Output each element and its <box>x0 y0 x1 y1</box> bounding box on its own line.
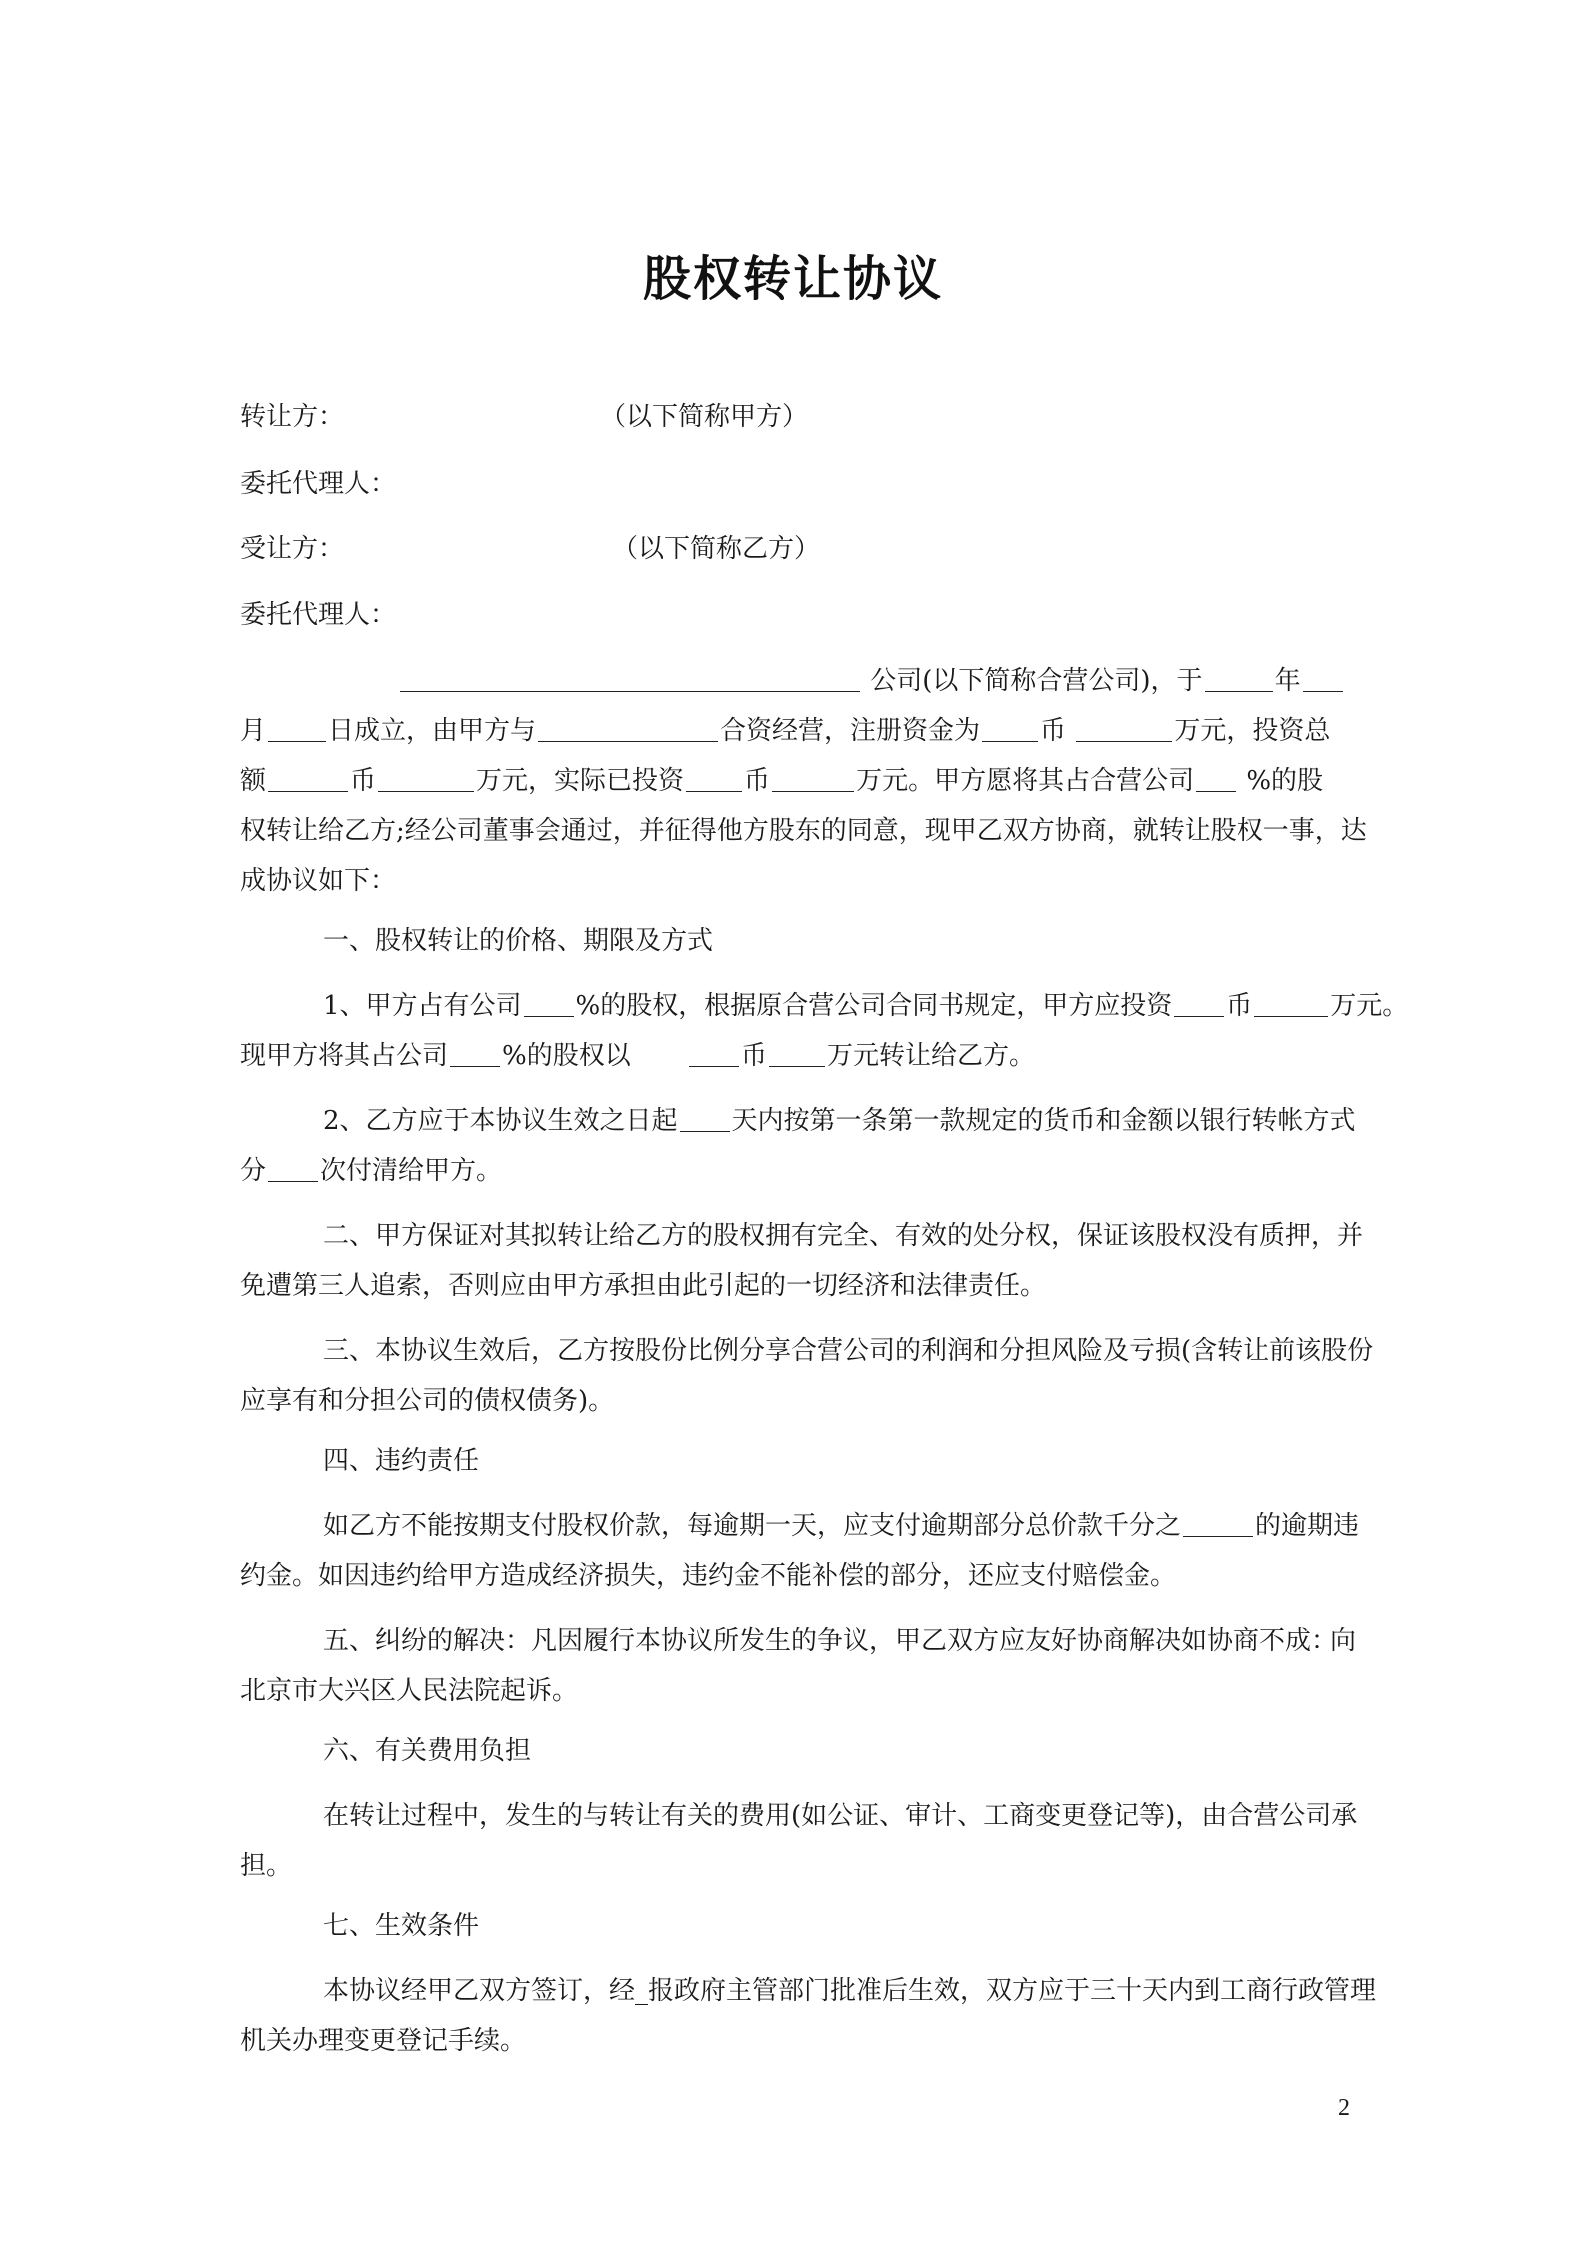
amount-blank <box>769 1040 825 1067</box>
clause-text: 的逾期违 <box>1255 1511 1360 1541</box>
section-3-line-2: 应享有和分担公司的债权债务)。 <box>240 1386 615 1416</box>
clause-text: %的股权，根据原合营公司合同书规定，甲方应投资 <box>575 991 1173 1021</box>
transferee-line <box>240 528 344 565</box>
clause-text: 币 <box>741 1041 768 1071</box>
clause-text: 五、纠纷的解决：凡因履行本协议所发生的争议，甲乙双方应友好协商解决如协商不成： <box>323 1626 1338 1656</box>
clause-text: 次付清给甲方。 <box>320 1156 503 1186</box>
clause-text: 分 <box>240 1156 267 1186</box>
amount-blank <box>1254 990 1328 1017</box>
day-blank <box>268 715 326 742</box>
amount-blank <box>378 765 474 792</box>
clause-text: 万元转让给乙方。 <box>827 1041 1036 1071</box>
intro-line-1 <box>398 660 1345 697</box>
intro-text: 年 <box>1274 666 1301 696</box>
penalty-rate-blank <box>1183 1510 1253 1537</box>
clause-2-line-2 <box>240 1150 502 1187</box>
intro-text: 日成立，由甲方与 <box>328 716 537 746</box>
section-1-heading: 一、股权转让的价格、期限及方式 <box>323 926 714 956</box>
section-7-line-1: 本协议经甲乙双方签订，经_报政府主管部门批准后生效，双方应于三十天内到工商行政管理 <box>323 1976 1377 2006</box>
transferor-alias: （以下简称甲方） <box>600 402 809 432</box>
intro-text: 额 <box>240 766 267 796</box>
section-5-line-1-end: 向 <box>1330 1626 1357 1656</box>
clause-1-line-2 <box>240 1035 1035 1072</box>
currency-blank <box>689 1040 739 1067</box>
clause-text: 现甲方将其占公司 <box>240 1041 449 1071</box>
clause-text: 天内按第一条第一款规定的货币和金额以银行转帐方式 <box>731 1106 1356 1136</box>
currency-blank <box>268 765 348 792</box>
agent2-label: 委托代理人： <box>240 600 397 630</box>
intro-text: 万元。甲方愿将其占合营公司 <box>856 766 1195 796</box>
section-2-line-2: 免遭第三人追索，否则应由甲方承担由此引起的一切经济和法律责任。 <box>240 1271 1047 1301</box>
section-4-line-2: 约金。如因违约给甲方造成经济损失，违约金不能补偿的部分，还应支付赔偿金。 <box>240 1561 1177 1591</box>
section-2-line-1: 二、甲方保证对其拟转让给乙方的股权拥有完全、有效的处分权，保证该股权没有质押，并 <box>323 1221 1364 1251</box>
clause-text: 币 <box>1226 991 1253 1021</box>
company-name-blank <box>400 665 860 692</box>
percent-blank <box>1196 765 1236 792</box>
transferee-alias: （以下简称乙方） <box>612 534 821 564</box>
clause-1-line-1 <box>323 985 1408 1022</box>
intro-line-2 <box>240 710 1330 747</box>
percent-blank <box>524 990 574 1017</box>
clause-text: 如乙方不能按期支付股权价款，每逾期一天，应支付逾期部分总价款千分之 <box>323 1511 1182 1541</box>
intro-text: 合资经营，注册资金为 <box>720 716 981 746</box>
days-blank <box>680 1105 730 1132</box>
currency-blank <box>686 765 742 792</box>
clause-text: %的股权以 <box>502 1041 631 1071</box>
section-6-heading: 六、有关费用负担 <box>323 1736 532 1766</box>
transferee-label: 受让方： <box>240 534 345 564</box>
transferor-label: 转让方： <box>240 402 345 432</box>
section-5-line-1 <box>323 1620 1337 1657</box>
clause-2-line-1 <box>323 1100 1356 1137</box>
intro-text: 公司(以下简称合营公司)，于 <box>870 666 1203 696</box>
intro-text: 币 <box>350 766 377 796</box>
section-6-line-1: 在转让过程中，发生的与转让有关的费用(如公证、审计、工商变更登记等)，由合营公司承 <box>323 1801 1358 1831</box>
intro-text: 万元，投资总 <box>1174 716 1331 746</box>
amount-blank <box>772 765 854 792</box>
partner-blank <box>538 715 718 742</box>
clause-text: 万元。 <box>1330 991 1409 1021</box>
transferor-line <box>240 396 344 433</box>
section-6-line-2: 担。 <box>240 1851 293 1881</box>
intro-line-3 <box>240 760 1323 797</box>
intro-text: %的股 <box>1246 766 1324 796</box>
agent1-label: 委托代理人： <box>240 469 397 499</box>
intro-text: 月 <box>240 716 267 746</box>
currency-blank <box>1174 990 1224 1017</box>
intro-text: 币 <box>744 766 771 796</box>
section-5-line-2: 北京市大兴区人民法院起诉。 <box>240 1676 579 1706</box>
clause-text: 2、乙方应于本协议生效之日起 <box>323 1106 678 1136</box>
clause-text: 1、甲方占有公司 <box>323 991 522 1021</box>
document-title: 股权转让协议 <box>642 251 943 307</box>
section-7-line-2: 机关办理变更登记手续。 <box>240 2026 527 2056</box>
section-4-line-1 <box>323 1505 1359 1542</box>
section-4-heading: 四、违约责任 <box>323 1446 480 1476</box>
amount-blank <box>1076 715 1172 742</box>
intro-text: 万元，实际已投资 <box>476 766 685 796</box>
intro-text: 币 <box>1040 716 1067 746</box>
section-3-line-1: 三、本协议生效后，乙方按股份比例分享合营公司的利润和分担风险及亏损(含转让前该股份 <box>323 1336 1374 1366</box>
installments-blank <box>268 1155 318 1182</box>
intro-line-4: 权转让给乙方;经公司董事会通过，并征得他方股东的同意，现甲乙双方协商，就转让股权一事，达 <box>240 816 1367 846</box>
currency-blank <box>982 715 1038 742</box>
percent-blank <box>450 1040 500 1067</box>
section-7-heading: 七、生效条件 <box>323 1911 480 1941</box>
month-blank <box>1303 665 1343 692</box>
year-blank <box>1205 665 1273 692</box>
page-number: 2 <box>1338 2095 1350 2121</box>
intro-line-5: 成协议如下： <box>240 866 397 896</box>
